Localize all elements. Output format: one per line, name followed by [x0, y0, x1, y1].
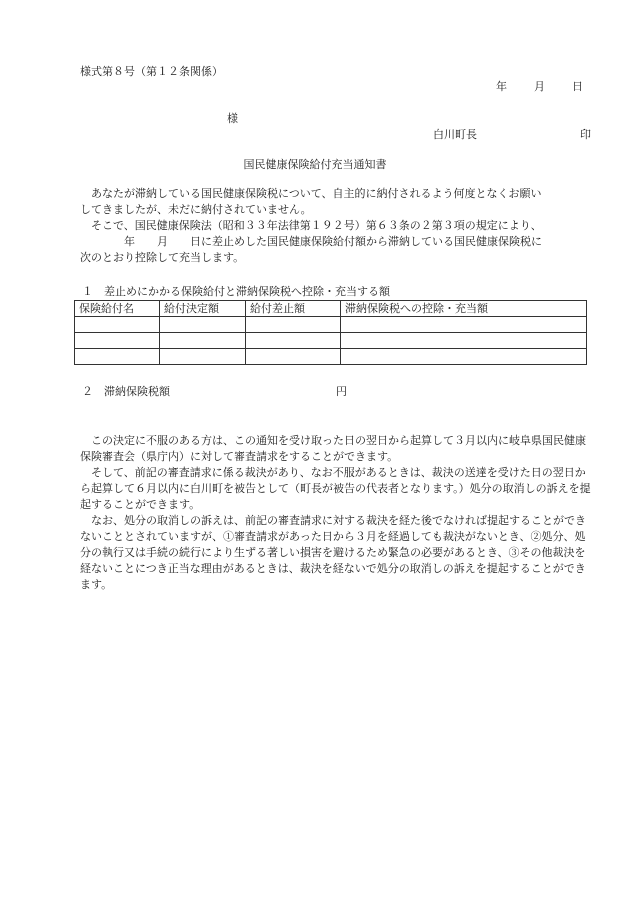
table-cell — [341, 349, 587, 365]
section-1-title: １ 差止めにかかる保険給付と滞納保険税へ控除・充当する額 — [82, 285, 390, 298]
table-cell — [246, 317, 341, 333]
document-title: 国民健康保険給付充当通知書 — [243, 158, 387, 171]
table-cell — [341, 333, 587, 349]
date-month-label: 月 — [534, 80, 545, 93]
body-paragraph-3-line-1: 年 月 日に差止めした国民健康保険給付額から滞納している国民健康保険税に — [80, 235, 542, 248]
seal-mark: 印 — [580, 128, 591, 141]
section-2-yen-unit: 円 — [336, 385, 347, 398]
date-day-label: 日 — [572, 80, 583, 93]
column-header-withheld-amount: 給付差止額 — [246, 301, 341, 317]
appeal-paragraph-3: なお、処分の取消しの訴えは、前記の審査請求に対する裁決を経た後でなければ提起することができないこととされていますが、①審査請求があった日から３月を経過しても裁決がないとき、②処分、処分の執行又は手続の続行により生ずる著しい損害を避けるため緊急の必要があるとき、③その他裁決を経ないことにつき正当な理由があるときは、裁決を経ないで処分の取消しの訴えを提起することができます。 — [80, 514, 586, 591]
table-cell — [160, 349, 246, 365]
date-year-label: 年 — [496, 80, 507, 93]
table-row — [75, 333, 587, 349]
offset-amount-table — [74, 300, 587, 365]
body-paragraph-1-line-2: してきましたが、未だに納付されていません。 — [80, 203, 312, 216]
addressee-honorific: 様 — [227, 112, 238, 125]
table-cell — [246, 333, 341, 349]
body-paragraph-2: そこで、国民健康保険法（昭和３３年法律第１９２号）第６３条の２第３項の規定により、 — [80, 219, 542, 232]
column-header-benefit-name: 保険給付名 — [75, 301, 160, 317]
table-cell — [160, 317, 246, 333]
table-cell — [75, 333, 160, 349]
body-paragraph-3-line-2: 次のとおり控除して充当します。 — [80, 251, 245, 264]
form-number: 様式第８号（第１２条関係） — [80, 65, 223, 78]
body-paragraph-1-line-1: あなたが滞納している国民健康保険税について、自主的に納付されるよう何度となくお願い — [80, 187, 542, 200]
column-header-applied-amount: 滞納保険税への控除・充当額 — [341, 301, 587, 317]
table-row — [75, 317, 587, 333]
appeal-paragraph-1: この決定に不服のある方は、この通知を受け取った日の翌日から起算して３月以内に岐阜県国民健康保険審査会（県庁内）に対して審査請求をすることができます。 — [80, 434, 586, 463]
table-cell — [246, 349, 341, 365]
table-cell — [75, 349, 160, 365]
table-header-row — [75, 301, 587, 317]
issue-date — [496, 81, 583, 92]
table-cell — [75, 317, 160, 333]
column-header-decided-amount: 給付決定額 — [160, 301, 246, 317]
issuer-name: 白川町長 — [433, 128, 477, 141]
table-cell — [341, 317, 587, 333]
section-2-title: ２ 滞納保険税額 — [82, 385, 170, 398]
table-row — [75, 349, 587, 365]
appeal-paragraph-2: そして、前記の審査請求に係る裁決があり、なお不服があるときは、裁決の送達を受けた日の翌日から起算して６月以内に白川町を被告として（町長が被告の代表者となります。）処分の取消しの訴えを提起することができます。 — [80, 466, 591, 511]
table-cell — [160, 333, 246, 349]
